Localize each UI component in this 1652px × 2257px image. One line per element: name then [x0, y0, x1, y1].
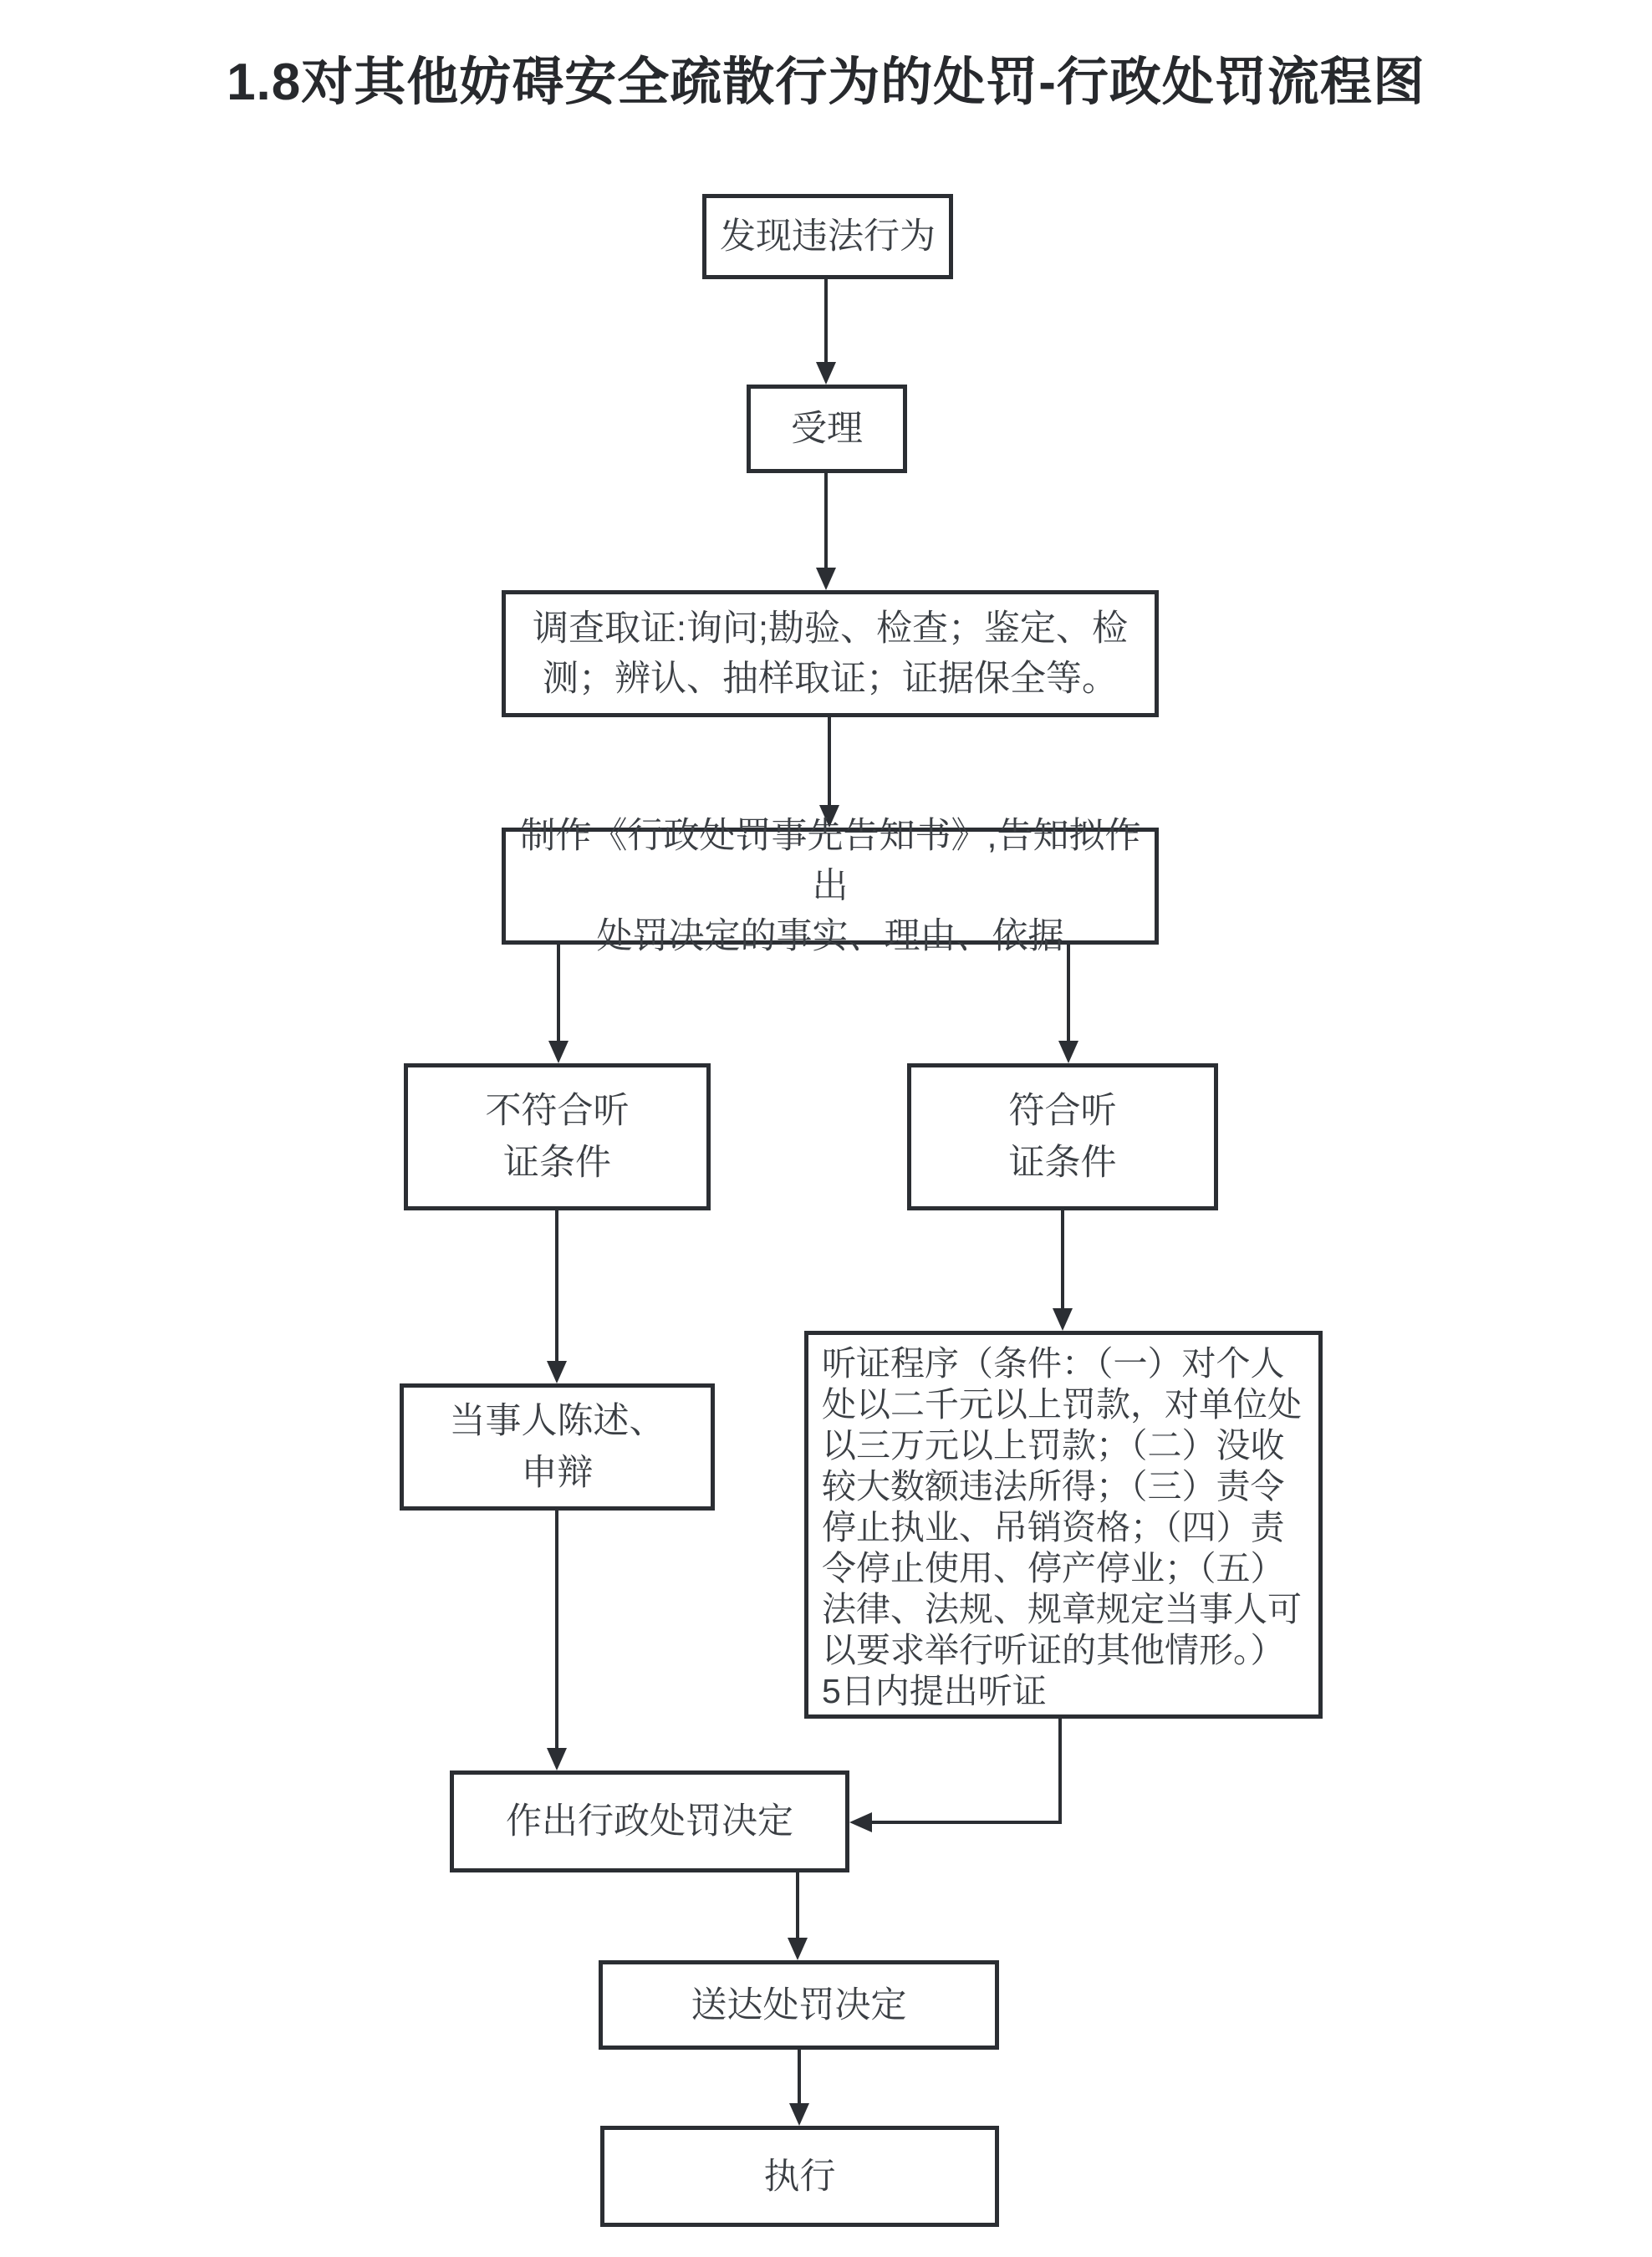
node-label: 令停止使用、停产停业；（五）	[822, 1549, 1285, 1587]
connector-delivery-to-execute	[798, 2050, 801, 2106]
node-label: 执行	[763, 2156, 836, 2197]
node-label: 证条件	[503, 1143, 611, 1183]
node-label: 以三万元以上罚款；（二）没收	[822, 1426, 1285, 1465]
node-label: 调查取证:询问;勘验、检查；鉴定、检	[533, 609, 1128, 649]
node-prior-notice	[502, 816, 1159, 956]
node-investigate-evidence	[502, 590, 1159, 717]
node-hearing-procedure	[804, 1331, 1323, 1719]
node-deliver-decision	[599, 1960, 999, 2050]
connector-hearing-to-decision-horizontal	[870, 1821, 1062, 1824]
node-label: 证条件	[1008, 1143, 1117, 1183]
node-label: 听证程序（条件：（一）对个人	[822, 1344, 1285, 1383]
arrowhead-down-icon	[789, 2103, 809, 2126]
node-accept	[747, 385, 907, 473]
arrowhead-down-icon	[816, 362, 836, 385]
node-label: 发现违法行为	[720, 217, 936, 257]
page-title: 1.8对其他妨碍安全疏散行为的处罚-行政处罚流程图	[227, 53, 1425, 111]
node-make-decision	[450, 1770, 849, 1872]
connector-accept-to-investigate	[824, 473, 828, 570]
node-label: 处罚决定的事实、理由、依据	[596, 916, 1064, 956]
connector-discover-to-accept	[824, 279, 828, 364]
node-label: 受理	[791, 409, 863, 449]
node-label: 处以二千元以上罚款，对单位处	[822, 1385, 1302, 1424]
node-label: 申辩	[521, 1453, 594, 1493]
connector-decision-to-delivery	[796, 1872, 799, 1940]
arrowhead-down-icon	[1053, 1308, 1073, 1331]
connector-hearing-to-decision-vertical	[1058, 1719, 1062, 1824]
arrowhead-down-icon	[788, 1938, 808, 1960]
node-label: 送达处罚决定	[691, 1984, 907, 2025]
node-label: 制作《行政处罚事先告知书》,告知拟作出	[519, 816, 1141, 906]
node-label: 符合听	[1008, 1091, 1117, 1131]
node-not-qualified-hearing	[404, 1063, 711, 1210]
connector-notice-to-qualified	[1067, 945, 1070, 1043]
node-label: 当事人陈述、	[449, 1401, 665, 1441]
node-label: 较大数额违法所得；（三）责令	[822, 1467, 1285, 1506]
arrowhead-down-icon	[816, 568, 836, 590]
connector-statement-to-decision	[555, 1511, 558, 1750]
connector-not-qualified-to-statement	[555, 1210, 558, 1363]
node-label: 不符合听	[485, 1091, 630, 1131]
arrowhead-down-icon	[547, 1361, 567, 1383]
node-statement-defense	[400, 1383, 715, 1511]
connector-notice-to-not-qualified	[557, 945, 560, 1043]
node-label: 测；辨认、抽样取证；证据保全等。	[543, 659, 1118, 699]
arrowhead-down-icon	[548, 1041, 569, 1063]
node-label: 作出行政处罚决定	[506, 1801, 793, 1842]
arrowhead-left-icon	[849, 1812, 872, 1832]
arrowhead-down-icon	[1058, 1041, 1078, 1063]
connector-qualified-to-hearing	[1061, 1210, 1064, 1311]
node-execute	[600, 2126, 999, 2227]
node-label: 法律、法规、规章规定当事人可	[822, 1590, 1302, 1628]
node-label: 5日内提出听证	[822, 1672, 1047, 1710]
arrowhead-down-icon	[547, 1748, 567, 1770]
connector-investigate-to-notice	[828, 717, 831, 808]
node-label: 停止执业、吊销资格；（四）责	[822, 1508, 1285, 1546]
node-qualified-hearing	[907, 1063, 1218, 1210]
node-label: 以要求举行听证的其他情形。）	[822, 1631, 1285, 1669]
node-discover-violation	[702, 194, 953, 279]
